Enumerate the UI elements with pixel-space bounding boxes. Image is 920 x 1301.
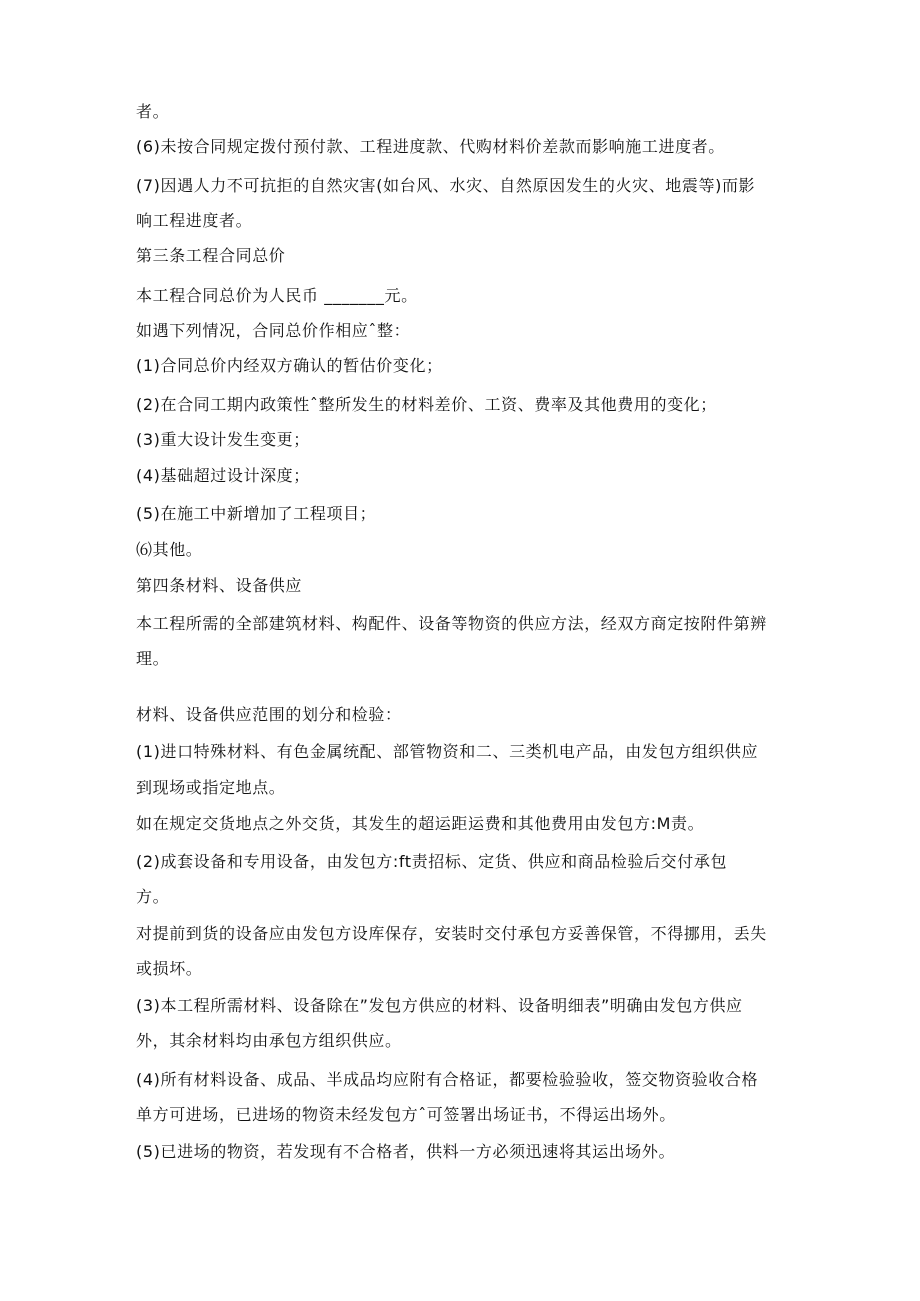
- text-line: 单方可进场，已进场的物资未经发包方ˆ可签署出场证书，不得运出场外。: [136, 1105, 676, 1124]
- text-line: 响工程进度者。: [136, 211, 253, 230]
- text-line: 本工程合同总价为人民币 _______元。: [136, 286, 418, 305]
- section-heading: 第四条材料、设备供应: [136, 576, 303, 595]
- text-line: 理。: [136, 649, 170, 668]
- text-line: 方。: [136, 887, 170, 906]
- text-line: 者。: [136, 102, 170, 121]
- list-item: (3)重大设计发生变更；: [136, 430, 310, 449]
- text-line: (6)未按合同规定拨付预付款、工程进度款、代购材料价差款而影响施工进度者。: [136, 137, 725, 156]
- text-line: 对提前到货的设备应由发包方设库保存，安装时交付承包方妥善保管，不得挪用，丢失: [136, 924, 767, 943]
- text-line: 材料、设备供应范围的划分和检验：: [136, 705, 402, 724]
- list-item: (1)进口特殊材料、有色金属统配、部管物资和二、三类机电产品，由发包方组织供应: [136, 742, 759, 761]
- list-item: (2)在合同工期内政策性ˆ整所发生的材料差价、工资、费率及其他费用的变化；: [136, 395, 717, 414]
- list-item: (4)基础超过设计深度；: [136, 466, 310, 485]
- text-line: 外，其余材料均由承包方组织供应。: [136, 1031, 402, 1050]
- text-line: 本工程所需的全部建筑材料、构配件、设备等物资的供应方法，经双方商定按附件第辨: [136, 614, 767, 633]
- list-item: (4)所有材料设备、成品、半成品均应附有合格证，都要检验验收，签交物资验收合格: [136, 1070, 759, 1089]
- list-item: (2)成套设备和专用设备，由发包方:ft责招标、定货、供应和商品检验后交付承包: [136, 852, 728, 871]
- text-line: 到现场或指定地点。: [136, 778, 286, 797]
- list-item: (1)合同总价内经双方确认的暂估价变化；: [136, 356, 443, 375]
- list-item: (5)已进场的物资，若发现有不合格者，供料一方必须迅速将其运出场外。: [136, 1142, 676, 1161]
- text-line: (7)因遇人力不可抗拒的自然灾害(如台风、水灾、自然原因发生的火灾、地震等)而影: [136, 176, 756, 195]
- list-item: (5)在施工中新增加了工程项目；: [136, 504, 377, 523]
- text-line: 如在规定交货地点之外交货，其发生的超运距运费和其他费用由发包方:M责。: [136, 814, 705, 833]
- text-line: 或损坏。: [136, 959, 203, 978]
- list-item: ⑹其他。: [136, 540, 203, 559]
- text-line: 如遇下列情况，合同总价作相应ˆ整：: [136, 321, 411, 340]
- section-heading: 第三条工程合同总价: [136, 246, 286, 265]
- list-item: (3)本工程所需材料、设备除在”发包方供应的材料、设备明细表”明确由发包方供应: [136, 996, 743, 1015]
